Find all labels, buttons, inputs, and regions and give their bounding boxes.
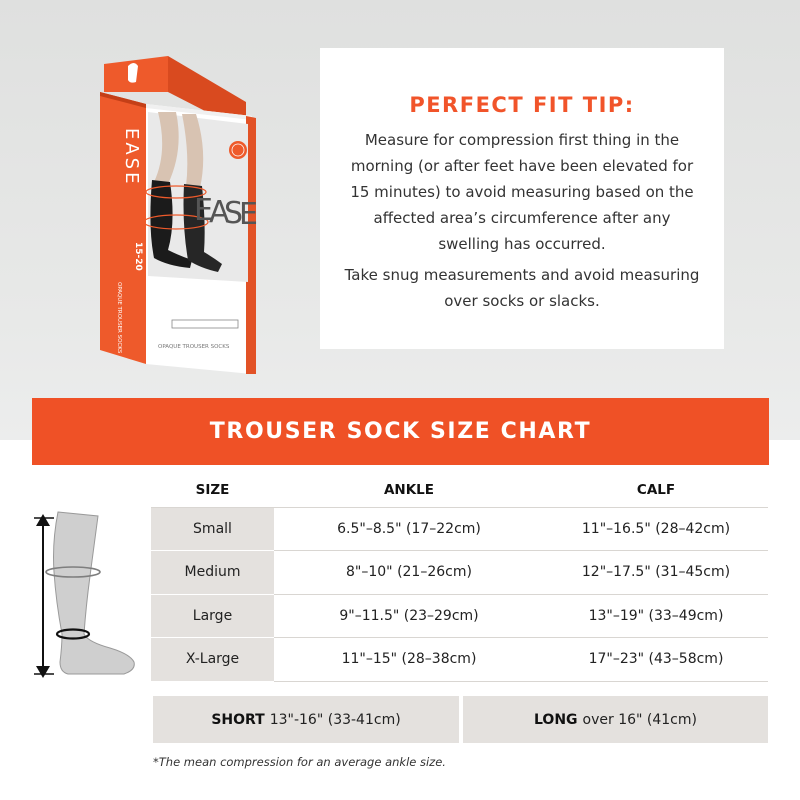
ankle-cell: 9"–11.5" (23–29cm): [274, 594, 544, 638]
svg-text:E: E: [194, 193, 213, 228]
svg-text:OPAQUE TROUSER SOCKS: OPAQUE TROUSER SOCKS: [158, 344, 230, 350]
svg-text:EASE: EASE: [121, 128, 142, 187]
table-row: [151, 638, 768, 682]
size-chart-table: [151, 473, 768, 682]
length-short-box: [153, 696, 459, 743]
calf-cell: 11"–16.5" (28–42cm): [544, 507, 768, 551]
size-chart-banner: [32, 398, 769, 465]
table-header-row: [151, 473, 768, 507]
calf-cell: 13"–19" (33–49cm): [544, 594, 768, 638]
fit-tip-title: PERFECT FIT TIP:: [409, 93, 635, 117]
size-cell: X-Large: [151, 638, 274, 682]
size-chart-title: TROUSER SOCK SIZE CHART: [209, 419, 592, 444]
size-cell: Small: [151, 507, 274, 551]
size-cell: Medium: [151, 551, 274, 595]
table-row: [151, 507, 768, 551]
size-cell: Large: [151, 594, 274, 638]
header-ankle: ANKLE: [383, 481, 435, 498]
calf-cell: 17"–23" (43–58cm): [544, 638, 768, 682]
fit-tip-paragraph-2: Take snug measurements and avoid measuring over socks or slacks.: [344, 266, 700, 310]
length-short-value: 13"-16" (33-41cm): [269, 711, 401, 728]
header-size: SIZE: [195, 481, 230, 498]
length-long-label: LONG: [534, 711, 578, 728]
ankle-cell: 8"–10" (21–26cm): [274, 551, 544, 595]
svg-text:15-20: 15-20: [133, 242, 143, 271]
ankle-cell: 6.5"–8.5" (17–22cm): [274, 507, 544, 551]
fit-tip-card: [320, 48, 724, 349]
leg-measurement-diagram: [26, 506, 150, 684]
svg-text:S: S: [224, 196, 244, 231]
svg-text:E: E: [239, 197, 258, 232]
fit-tip-paragraph-1: Measure for compression first thing in the morning (or after feet have been elevated for 15 minutes) to avoid measuring based on the affected area’s circumference after any swelling has occurred.: [350, 131, 694, 253]
header-calf: CALF: [636, 481, 676, 498]
svg-text:OPAQUE TROUSER SOCKS: OPAQUE TROUSER SOCKS: [116, 282, 122, 354]
table-row: [151, 551, 768, 595]
ankle-cell: 11"–15" (28–38cm): [274, 638, 544, 682]
length-short-label: SHORT: [211, 711, 265, 728]
length-long-box: [463, 696, 768, 743]
length-long-value: over 16" (41cm): [582, 711, 697, 728]
footnote: *The mean compression for an average ankle size.: [153, 755, 446, 769]
table-row: [151, 594, 768, 638]
calf-cell: 12"–17.5" (31–45cm): [544, 551, 768, 595]
svg-text:A: A: [209, 195, 230, 230]
product-box-image: [96, 52, 256, 377]
